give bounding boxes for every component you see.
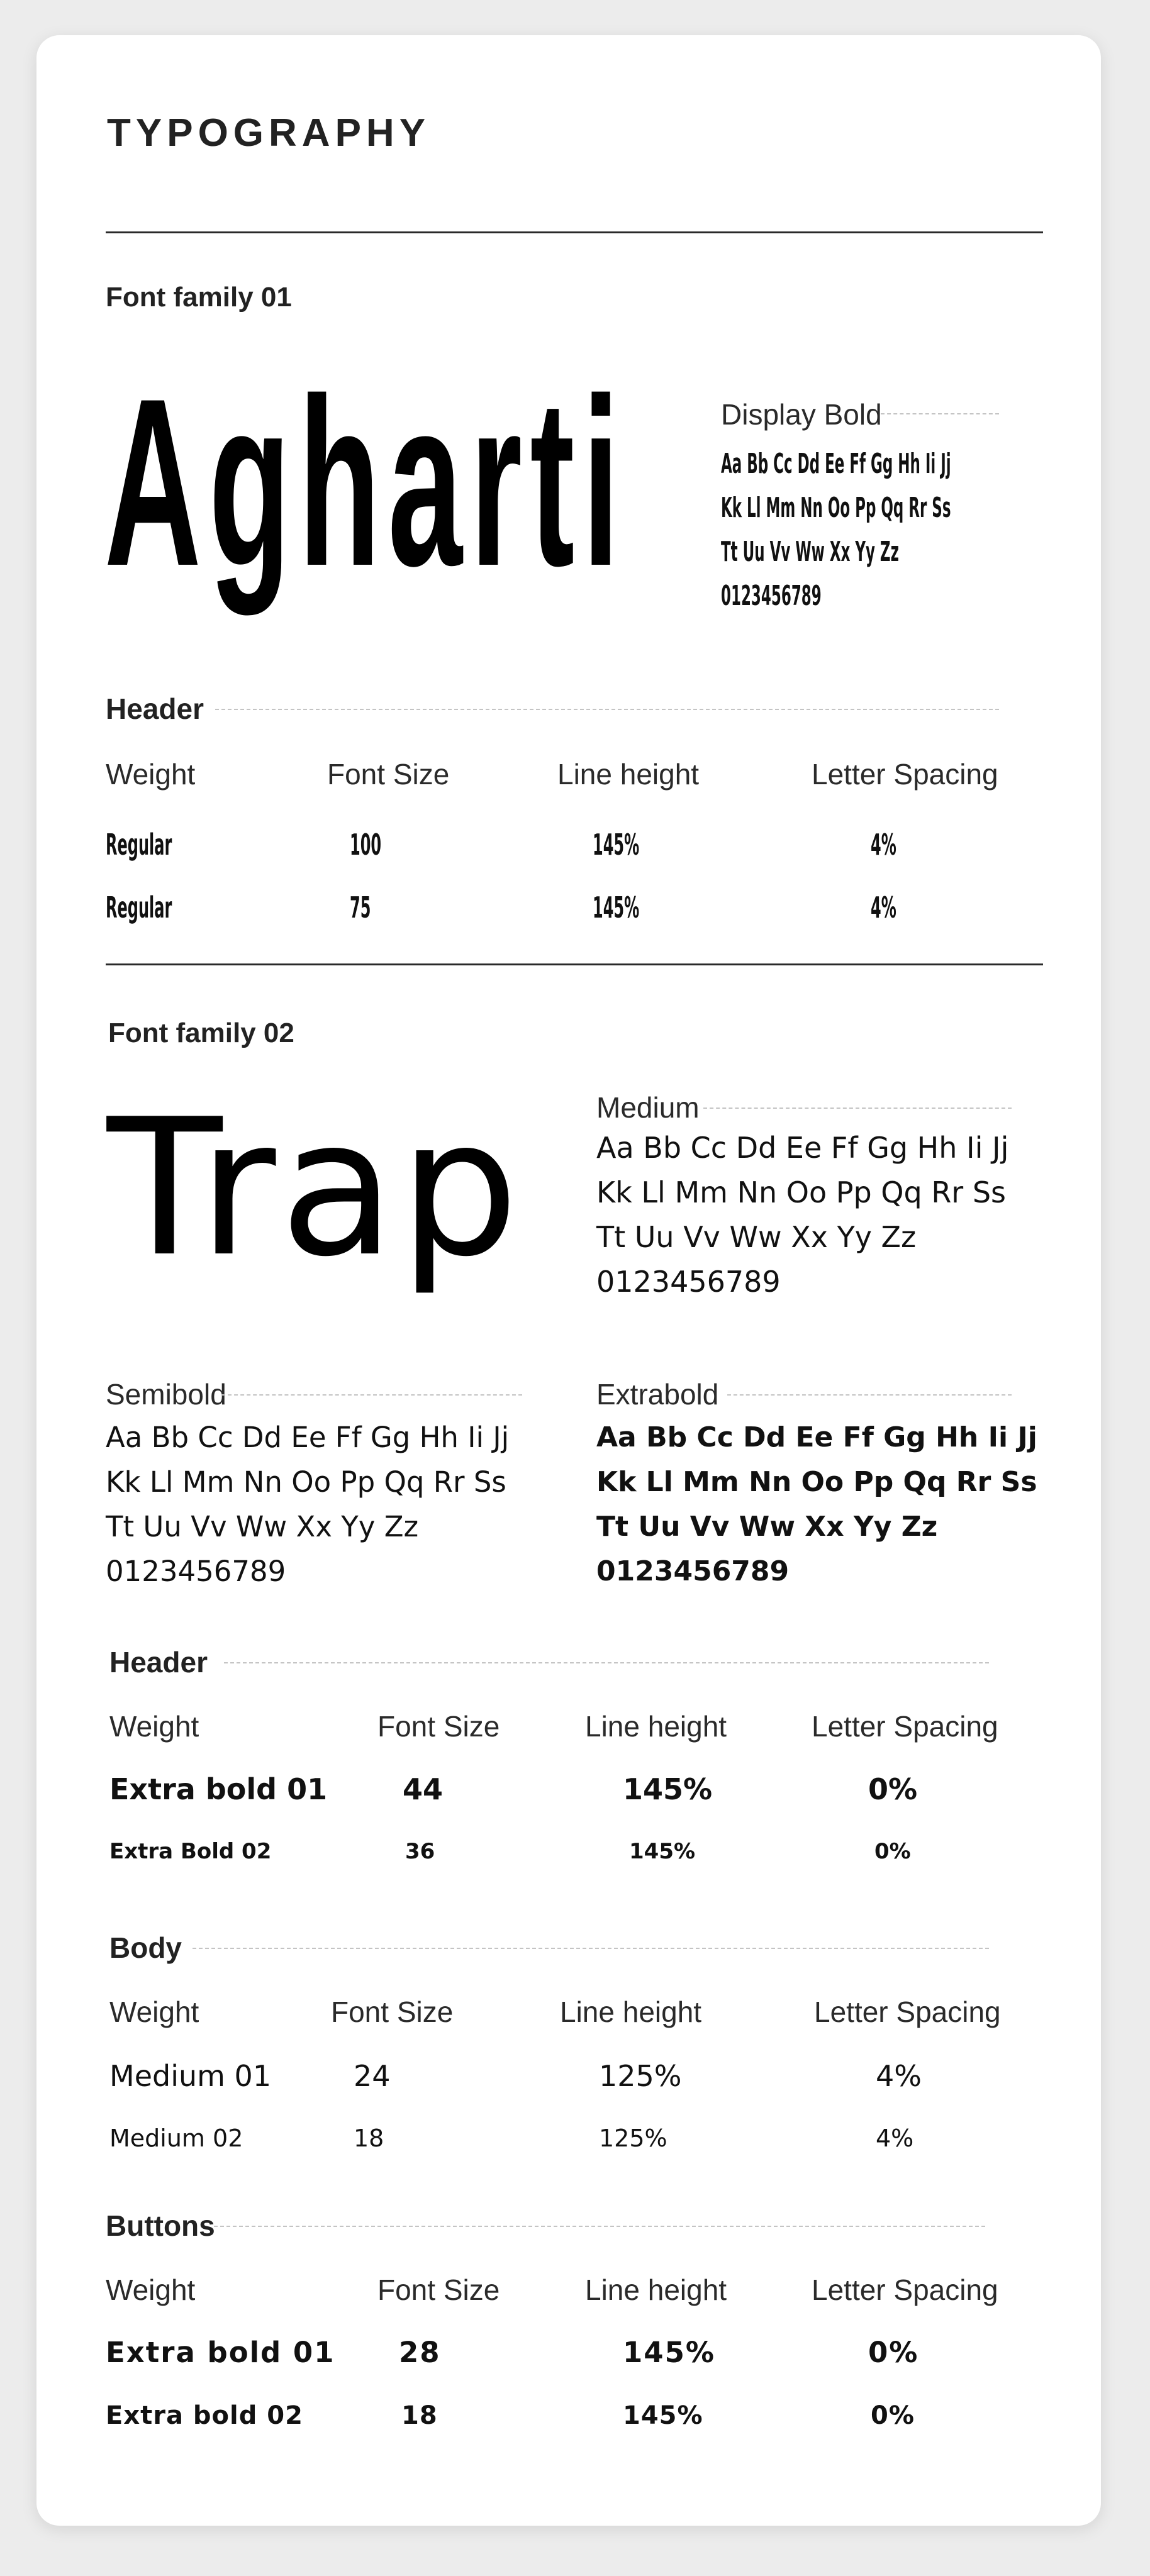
f2b-col-line-height: Line height: [560, 1996, 702, 2028]
f2h-row2-weight: Extra Bold 02: [109, 1839, 272, 1864]
display-glyph-line-1: Aa Bb Cc Dd Ee Ff Gg Hh Ii Jj: [721, 448, 951, 480]
display-glyph-line-4: 0123456789: [721, 580, 822, 612]
f2h-row1-letter-spacing: 0%: [868, 1772, 918, 1806]
f2bt-row2-weight: Extra bold 02: [106, 2401, 303, 2430]
font-family-01-label: Font family 01: [106, 282, 292, 313]
agharti-specimen: Agharti: [104, 348, 628, 616]
f2b-row2-letter-spacing: 4%: [876, 2124, 914, 2152]
f2-buttons-divider: [214, 2226, 985, 2227]
semibold-divider: [221, 1394, 522, 1396]
f1-col-line-height: Line height: [557, 758, 700, 791]
extrabold-glyph-line-1: Aa Bb Cc Dd Ee Ff Gg Hh Ii Jj: [596, 1421, 1037, 1453]
f2b-row2-weight: Medium 02: [109, 2124, 243, 2152]
f2b-col-font-size: Font Size: [331, 1996, 454, 2028]
f2bt-col-font-size: Font Size: [377, 2273, 500, 2306]
medium-glyph-line-3: Tt Uu Vv Ww Xx Yy Zz: [596, 1220, 917, 1254]
medium-glyph-line-4: 0123456789: [596, 1265, 781, 1299]
f2bt-row1-line-height: 145%: [623, 2336, 716, 2369]
f1-row2-line-height: 145%: [593, 891, 640, 924]
f2h-row2-size: 36: [405, 1839, 435, 1864]
medium-style-name: Medium: [596, 1091, 700, 1124]
display-glyph-line-2: Kk Ll Mm Nn Oo Pp Qq Rr Ss: [721, 492, 951, 524]
semibold-glyph-line-2: Kk Ll Mm Nn Oo Pp Qq Rr Ss: [106, 1465, 506, 1499]
medium-glyph-line-2: Kk Ll Mm Nn Oo Pp Qq Rr Ss: [596, 1175, 1006, 1209]
f2-header-divider: [224, 1662, 989, 1663]
f2bt-row1-weight: Extra bold 01: [106, 2336, 335, 2369]
f1-row2-weight: Regular: [106, 891, 172, 924]
f1-row1-size: 100: [350, 828, 382, 862]
medium-glyph-line-1: Aa Bb Cc Dd Ee Ff Gg Hh Ii Jj: [596, 1131, 1009, 1165]
semibold-style-name: Semibold: [106, 1378, 226, 1411]
extrabold-glyph-line-2: Kk Ll Mm Nn Oo Pp Qq Rr Ss: [596, 1466, 1037, 1498]
f1-header-label: Header: [106, 692, 204, 725]
f2bt-row2-size: 18: [401, 2401, 438, 2430]
semibold-glyph-line-3: Tt Uu Vv Ww Xx Yy Zz: [106, 1510, 419, 1543]
f2h-row2-line-height: 145%: [629, 1839, 696, 1864]
f1-header-divider: [215, 709, 999, 710]
f2h-row1-size: 44: [403, 1772, 444, 1806]
semibold-glyph-line-4: 0123456789: [106, 1555, 286, 1588]
font-family-02-label: Font family 02: [108, 1018, 294, 1048]
f1-row2-size: 75: [350, 891, 371, 924]
f1-row1-letter-spacing: 4%: [871, 828, 896, 862]
f2bt-row2-line-height: 145%: [623, 2401, 703, 2430]
medium-divider: [703, 1108, 1012, 1109]
f2b-row1-weight: Medium 01: [109, 2059, 272, 2093]
f2b-col-letter-spacing: Letter Spacing: [814, 1996, 1001, 2028]
f2bt-row1-letter-spacing: 0%: [868, 2336, 919, 2369]
f2b-row1-letter-spacing: 4%: [876, 2059, 922, 2093]
f2b-col-weight: Weight: [109, 1996, 199, 2028]
f2bt-col-weight: Weight: [106, 2273, 196, 2306]
extrabold-glyph-line-4: 0123456789: [596, 1555, 790, 1587]
f2bt-col-line-height: Line height: [585, 2273, 727, 2306]
f1-row2-letter-spacing: 4%: [871, 891, 896, 924]
f2h-col-line-height: Line height: [585, 1710, 727, 1743]
f2-buttons-label: Buttons: [106, 2209, 215, 2242]
f2b-row2-line-height: 125%: [599, 2124, 667, 2152]
f2h-col-weight: Weight: [109, 1710, 199, 1743]
f2-header-label: Header: [109, 1646, 208, 1679]
f2h-col-letter-spacing: Letter Spacing: [812, 1710, 998, 1743]
display-bold-style-name: Display Bold: [721, 398, 882, 431]
f2h-col-font-size: Font Size: [377, 1710, 500, 1743]
semibold-glyph-line-1: Aa Bb Cc Dd Ee Ff Gg Hh Ii Jj: [106, 1421, 510, 1454]
f1-col-font-size: Font Size: [327, 758, 450, 791]
f2bt-row1-size: 28: [399, 2336, 441, 2369]
f2-body-divider: [193, 1948, 989, 1949]
f2b-row1-size: 24: [354, 2059, 391, 2093]
extrabold-glyph-line-3: Tt Uu Vv Ww Xx Yy Zz: [596, 1511, 938, 1543]
f1-row1-line-height: 145%: [593, 828, 640, 862]
f1-col-letter-spacing: Letter Spacing: [812, 758, 998, 791]
f2b-row2-size: 18: [354, 2124, 384, 2152]
title-divider: [106, 231, 1043, 233]
trap-specimen: Trap: [107, 1079, 523, 1298]
display-bold-divider: [881, 413, 999, 414]
f1-row1-weight: Regular: [106, 828, 172, 862]
display-glyph-line-3: Tt Uu Vv Ww Xx Yy Zz: [721, 536, 899, 568]
f2bt-row2-letter-spacing: 0%: [871, 2401, 915, 2430]
extrabold-style-name: Extrabold: [596, 1378, 719, 1411]
f2h-row2-letter-spacing: 0%: [874, 1839, 911, 1864]
extrabold-divider: [727, 1394, 1012, 1396]
f2b-row1-line-height: 125%: [599, 2059, 682, 2093]
f2bt-col-letter-spacing: Letter Spacing: [812, 2273, 998, 2306]
f1-col-weight: Weight: [106, 758, 196, 791]
family-divider: [106, 963, 1043, 965]
f2h-row1-weight: Extra bold 01: [109, 1772, 328, 1806]
page-title: TYPOGRAPHY: [107, 111, 431, 155]
f2-body-label: Body: [109, 1931, 182, 1964]
f2h-row1-line-height: 145%: [623, 1772, 713, 1806]
